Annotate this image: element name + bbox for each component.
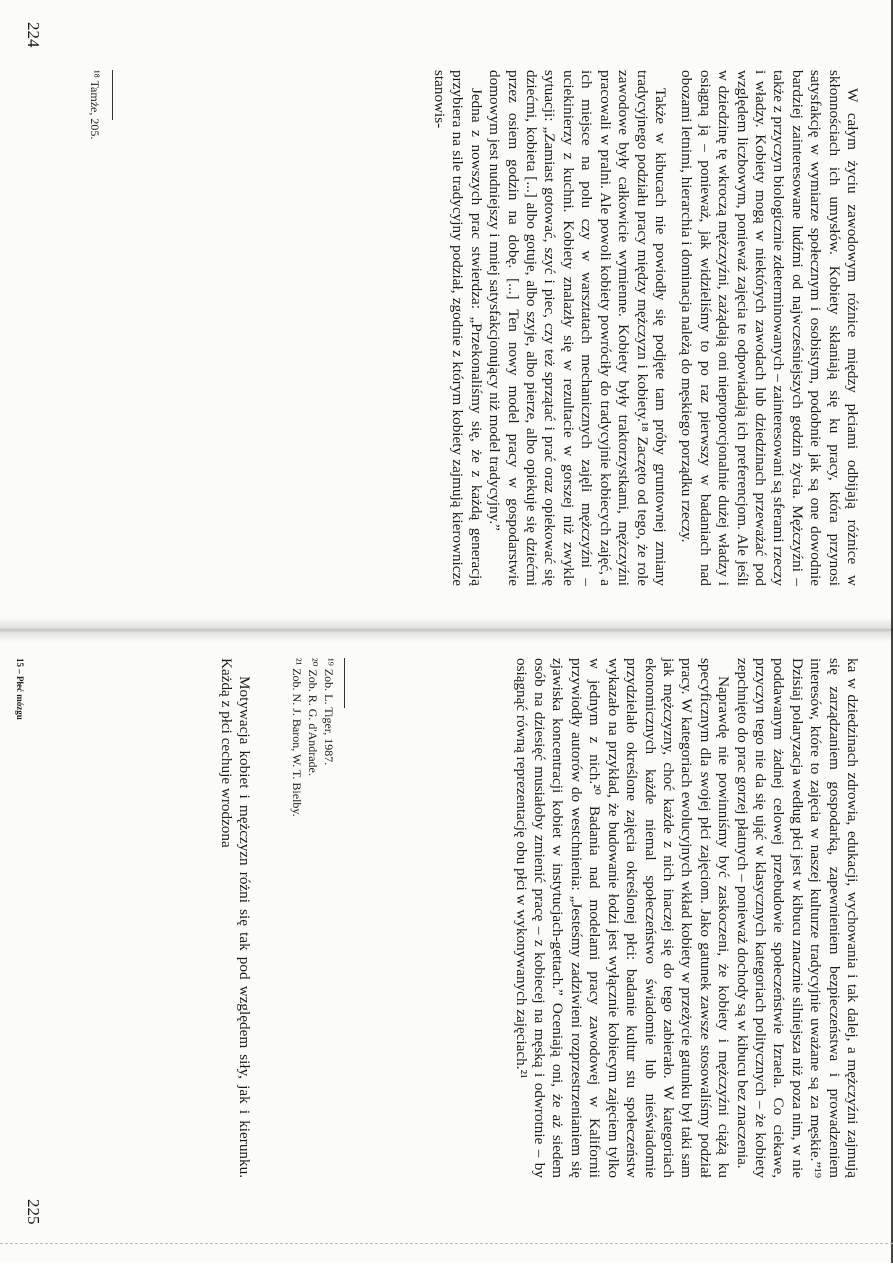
printer-signature: 15 – Płeć mózgu — [15, 658, 25, 720]
paragraph: Jedna z nowszych prac stwierdza: „Przekonaliśmy się, że z każdą generacją przybiera na sile tradycyjny podział, zgodnie z którym kobiety zajmują kierownicze stanowis- — [431, 70, 485, 586]
footnote-rule — [112, 70, 113, 120]
page-number: 224 — [24, 22, 43, 48]
paragraph: W całym życiu zawodowym różnice między płciami odbijają różnice w skłonnościach ich umysłów. Kobiety skłaniają się ku pracy, która przynosi satysfakcję w wymiarze społecznym i osobistym, podobnie jak są one dowodnie bardziej zainteresowane ludźmi od najwcześniejszych godzin życia. Mężczyźni – także z przyczyn biologicznie zdeterminowanych – zainteresowani są sferami rzeczy i władzy. Kobiety mogą w niektórych zawodach lub dziedzinach przeważać pod względem liczbowym, ponieważ zajęcia te odpowiadają ich preferencjom. Ale jeśli w dziedzinę tę wkroczą mężczyźni, zażądają oni nieproporcjonalnie dużej władzy i osiągną ją – ponieważ, jak widzieliśmy to po raz pierwszy w badaniach nad obozami letnimi, hierarchia i dominacja należą do męskiego porządku rzeczy. — [678, 70, 861, 586]
right-footnotes — [289, 658, 337, 1178]
scan-edge — [0, 1243, 893, 1264]
left-page — [0, 0, 893, 630]
paragraph: ka w dziedzinach zdrowia, edukacji, wychowania i tak dalej, a mężczyźni zajmują się zarządzaniem gospodarką, zapewnieniem bezpieczeństwa i prowadzeniem interesów, które to zajęcia w naszej kulturze tradycyjnie uważane są za męskie.”¹⁹ Dzisiaj polaryzacja według płci jest w kibucu znacznie silniejsza niż poza nim, w nie poddawanym żadnej celowej przebudowie społeczeństwie Izraela. Co ciekawe, przyczyn tego nie da się ująć w klasycznych kategoriach politycznych – że kobiety zepchnięto do prac gorzej płatnych – ponieważ dochody są w kibucu bez znaczenia. — [733, 658, 861, 1178]
footnote: ¹⁸ Tamże, 205. — [88, 70, 102, 140]
paragraph: Motywacja kobiet i mężczyzn różni się tak pod względem siły, jak i kierunku. Każdą z płci cechuje wrodzona — [217, 658, 253, 1178]
paragraph: Naprawdę nie powinniśmy być zaskoczeni, że kobiety i mężczyźni ciążą ku specyficznym dla swojej płci zajęciom. Jako gatunek zawsze stosowaliśmy podział pracy. W kategoriach ewolucyjnych wkład kobiety w przeżycie gatunku był taki sam jak mężczyzny, choć każde z nich inaczej się do tego zabierało. W kategoriach ekonomicznych każde niemal społeczeństwo świadomie lub nieświadomie przydzielało określone zajęcia określonej płci: badanie kultur stu społeczeństw wykazało na przykład, że budowanie łodzi jest wyłącznie kobiecym zajęciem tylko w jednym z nich.²⁰ Badania nad modelami pracy zawodowej w Kalifornii przywiodły autorów do westchnienia: „Jesteśmy zadziwieni rozprzestrzenianiem się zjawiska koncentracji kobiet w instytucjach-gettach.” Oceniają oni, że aż siedem osób na dziesięć musiałoby zmienić pracę – z kobiecej na męską i odwrotnie – by osiągnąć równą reprezentację obu płci w wykonywanych zajęciach.²¹ — [512, 658, 733, 1178]
right-page-body — [511, 658, 861, 1178]
right-page — [0, 632, 893, 1263]
left-footnotes — [87, 70, 103, 570]
footnote-rule — [344, 658, 345, 708]
right-page-continuation — [216, 658, 253, 1178]
footnote: ²¹ Zob. N. J. Baron, W. T. Bielby. — [290, 658, 304, 817]
footnote: ²⁰ Zob. R. G. d'Andrade. — [306, 658, 320, 776]
page-number: 225 — [24, 1199, 43, 1225]
left-page-body — [430, 70, 861, 586]
paragraph: Także w kibucach nie powiodły się podjęte tam próby gruntownej zmiany tradycyjnego podziału pracy między mężczyzn i kobiety.¹⁸ Zaczęto od tego, że role zawodowe były całkowicie wymienne. Kobiety były traktorzystkami, mężczyźni pracowali w pralni. Ale powoli kobiety powróciły do tradycyjnie kobiecych zajęć, a ich miejsce na polu czy w warsztatach mechanicznych zajęli mężczyźni – uciekinierzy z kuchni. Kobiety znalazły się w rezultacie w gorszej niż zwykle sytuacji: „Zamiast gotować, szyć i piec, czy też sprzątać i prać oraz opiekować się dziećmi, kobieta [...] albo gotuje, albo szyje, albo pierze, albo opiekuje się dziećmi przez osiem godzin na dobę. [...] Ten nowy model pracy w gospodarstwie domowym jest nudniejszy i mniej satysfakcjonujący niż model tradycyjny.” — [486, 70, 669, 586]
footnote: ¹⁹ Zob. L. Tiger, 1987. — [322, 658, 336, 766]
